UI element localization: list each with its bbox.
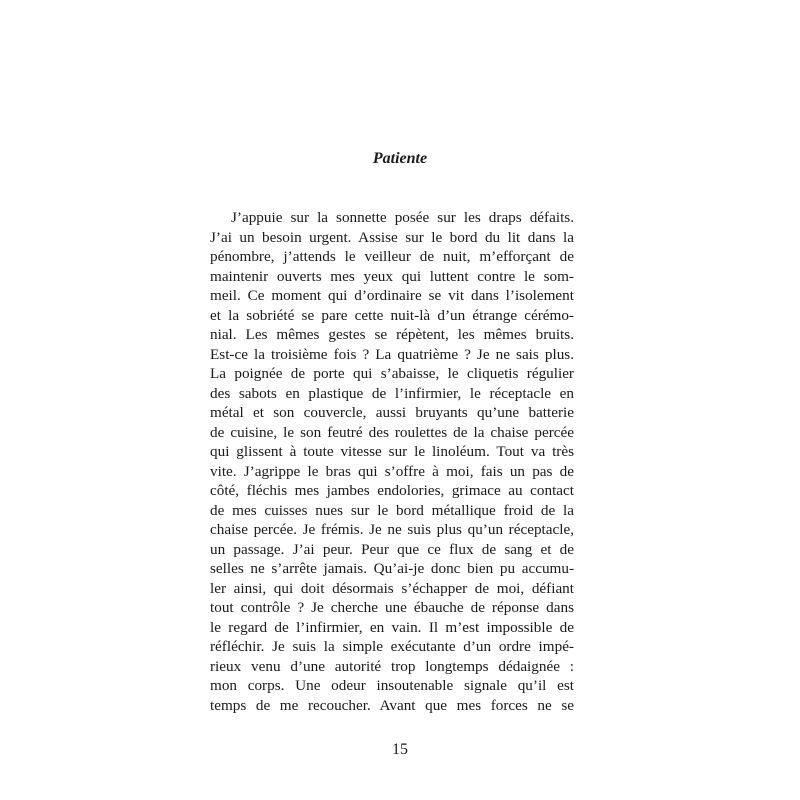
text-line: vite. J’agrippe le bras qui s’offre à moi, fais un pas de [210, 462, 574, 480]
text-line: nial. Les mêmes gestes se répètent, les mêmes bruits. [210, 326, 574, 343]
text-line: qui glissent à toute vitesse sur le linoléum. Tout va très [210, 443, 574, 460]
text-line: et la sobriété se pare cette nuit-là d’un étrange cérémo- [210, 306, 574, 324]
text-line: Est-ce la troisième fois ? La quatrième ? Je ne sais plus. [210, 345, 574, 363]
text-line: pénombre, j’attends le veilleur de nuit, m’efforçant de [210, 248, 574, 265]
text-line: temps de me recoucher. Avant que mes forces ne se [210, 696, 574, 714]
text-line: métal et son couvercle, aussi bruyants qu’une batterie [210, 404, 574, 421]
text-line: des sabots en plastique de l’infirmier, le réceptacle en [210, 384, 574, 402]
body-text [210, 208, 574, 715]
text-line: un passage. J’ai peur. Peur que ce flux de sang et de [210, 540, 574, 558]
text-line: de cuisine, le son feutré des roulettes de la chaise percée [210, 423, 574, 441]
text-line: tout contrôle ? Je cherche une ébauche de réponse dans [210, 599, 574, 616]
text-line: J’ai un besoin urgent. Assise sur le bord du lit dans la [210, 228, 574, 246]
text-line: La poignée de porte qui s’abaisse, le cliquetis régulier [210, 365, 574, 382]
text-line: le regard de l’infirmier, en vain. Il m’est impossible de [210, 618, 574, 636]
text-line: côté, fléchis mes jambes endolories, grimace au contact [210, 482, 574, 499]
text-line: rieux venu d’une autorité trop longtemps dédaignée : [210, 657, 574, 675]
text-line: mon corps. Une odeur insoutenable signale qu’il est [210, 677, 574, 694]
text-line: J’appuie sur la sonnette posée sur les draps défaits. [231, 209, 574, 226]
text-line: ler ainsi, qui doit désormais s’échapper de moi, défiant [210, 579, 574, 597]
text-line: de mes cuisses nues sur le bord métallique froid de la [210, 501, 574, 519]
page-number: 15 [392, 741, 408, 758]
text-line: maintenir ouverts mes yeux qui luttent contre le som- [210, 267, 574, 285]
text-line: réfléchir. Je suis la simple exécutante d’un ordre impé- [210, 638, 574, 655]
text-line: selles ne s’arrête jamais. Qu’ai-je donc bien pu accumu- [210, 560, 574, 577]
chapter-title: Patiente [372, 150, 428, 167]
text-line: chaise percée. Je frémis. Je ne suis plus qu’un réceptacle, [210, 521, 574, 538]
text-line: meil. Ce moment qui d’ordinaire se vit dans l’isolement [210, 287, 574, 304]
